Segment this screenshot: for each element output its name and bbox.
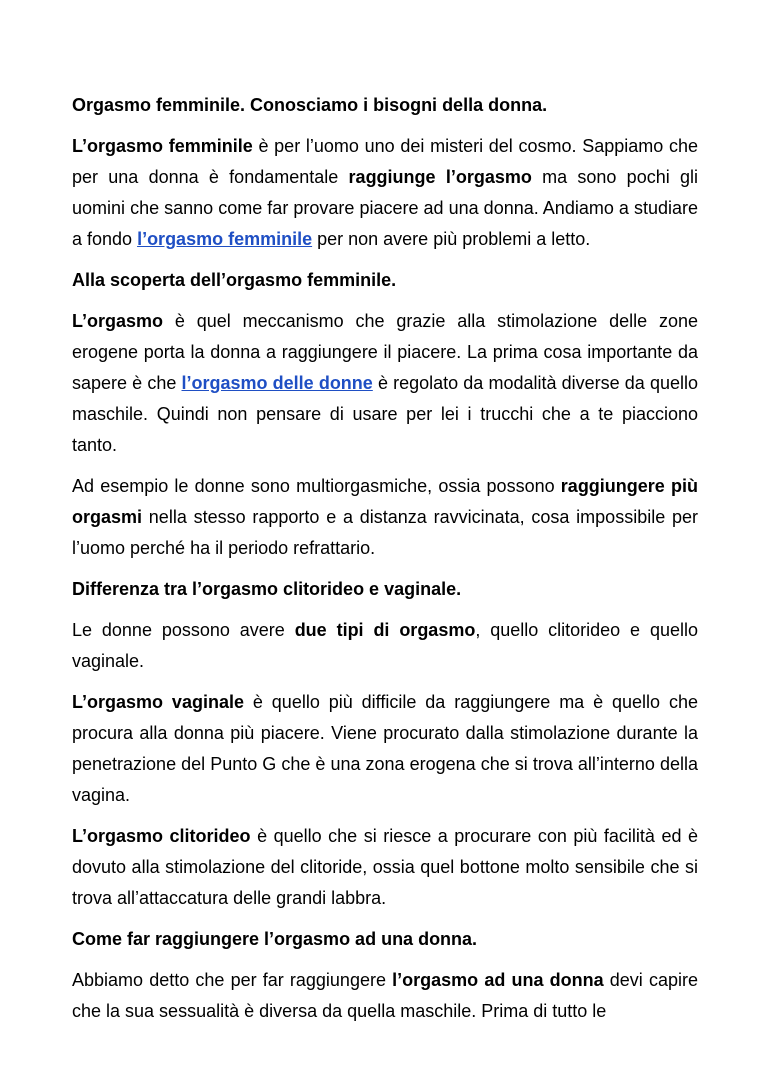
body-text: , quello clitorideo e quello vaginale. <box>72 620 698 671</box>
body-text: è per l’uomo uno dei misteri del cosmo. Sappiamo che per una donna è fondamentale <box>72 136 698 187</box>
bold-text: raggiunge l’orgasmo <box>348 167 532 187</box>
heading-come-far-raggiungere: Come far raggiungere l’orgasmo ad una donna. <box>72 929 478 949</box>
document-page <box>72 90 698 1037</box>
body-text: Ad esempio le donne sono multiorgasmiche, ossia possono <box>72 476 561 496</box>
bold-text: raggiungere più orgasmi <box>72 476 698 527</box>
bold-text: l’orgasmo ad una donna <box>392 970 604 990</box>
body-text: Abbiamo detto che per far raggiungere <box>72 970 393 990</box>
body-text: è quello più difficile da raggiungere ma è quello che procura alla donna più piacere. Viene procurato dalla stimolazione durante la penetrazione del Punto G che è una zona erogena che si trova all’interno della vagina. <box>72 692 698 805</box>
heading-alla-scoperta: Alla scoperta dell’orgasmo femminile. <box>72 270 397 290</box>
body-text: nella stesso rapporto e a distanza ravvicinata, cosa impossibile per l’uomo perché ha il periodo refrattario. <box>72 507 698 558</box>
body-text: per non avere più problemi a letto. <box>312 229 591 249</box>
heading-orgasmo-femminile: Orgasmo femminile. Conosciamo i bisogni della donna. <box>72 95 548 115</box>
bold-text: L’orgasmo <box>72 311 164 331</box>
heading-differenza: Differenza tra l’orgasmo clitorideo e vaginale. <box>72 579 462 599</box>
body-text: è regolato da modalità diverse da quello maschile. Quindi non pensare di usare per lei i trucchi che a te piacciono tanto. <box>72 373 698 455</box>
bold-text: L’orgasmo vaginale <box>72 692 244 712</box>
paragraph-clitorideo <box>72 821 698 914</box>
paragraph-intro <box>72 131 698 255</box>
body-text: è quello che si riesce a procurare con più facilità ed è dovuto alla stimolazione del clitoride, ossia quel bottone molto sensibile che si trova all’attaccatura delle grandi labbra. <box>72 826 698 908</box>
paragraph-due-tipi <box>72 615 698 677</box>
paragraph-meccanismo <box>72 306 698 461</box>
bold-text: L’orgasmo femminile <box>72 136 253 156</box>
body-text: devi capire che la sua sessualità è diversa da quella maschile. Prima di tutto le <box>72 970 698 1021</box>
body-text: è quel meccanismo che grazie alla stimolazione delle zone erogene porta la donna a raggiungere il piacere. La prima cosa importante da sapere è che <box>72 311 698 393</box>
paragraph-abbiamo-detto <box>72 965 698 1027</box>
paragraph-multiorgasmiche <box>72 471 698 564</box>
link-orgasmo-femminile[interactable]: l’orgasmo femminile <box>137 229 313 249</box>
bold-text: L’orgasmo clitorideo <box>72 826 251 846</box>
body-text: ma sono pochi gli uomini che sanno come far provare piacere ad una donna. Andiamo a studiare a fondo <box>72 167 698 249</box>
bold-text: due tipi di orgasmo <box>294 620 476 640</box>
body-text: Le donne possono avere <box>72 620 295 640</box>
paragraph-vaginale <box>72 687 698 811</box>
link-orgasmo-delle-donne[interactable]: l’orgasmo delle donne <box>181 373 373 393</box>
